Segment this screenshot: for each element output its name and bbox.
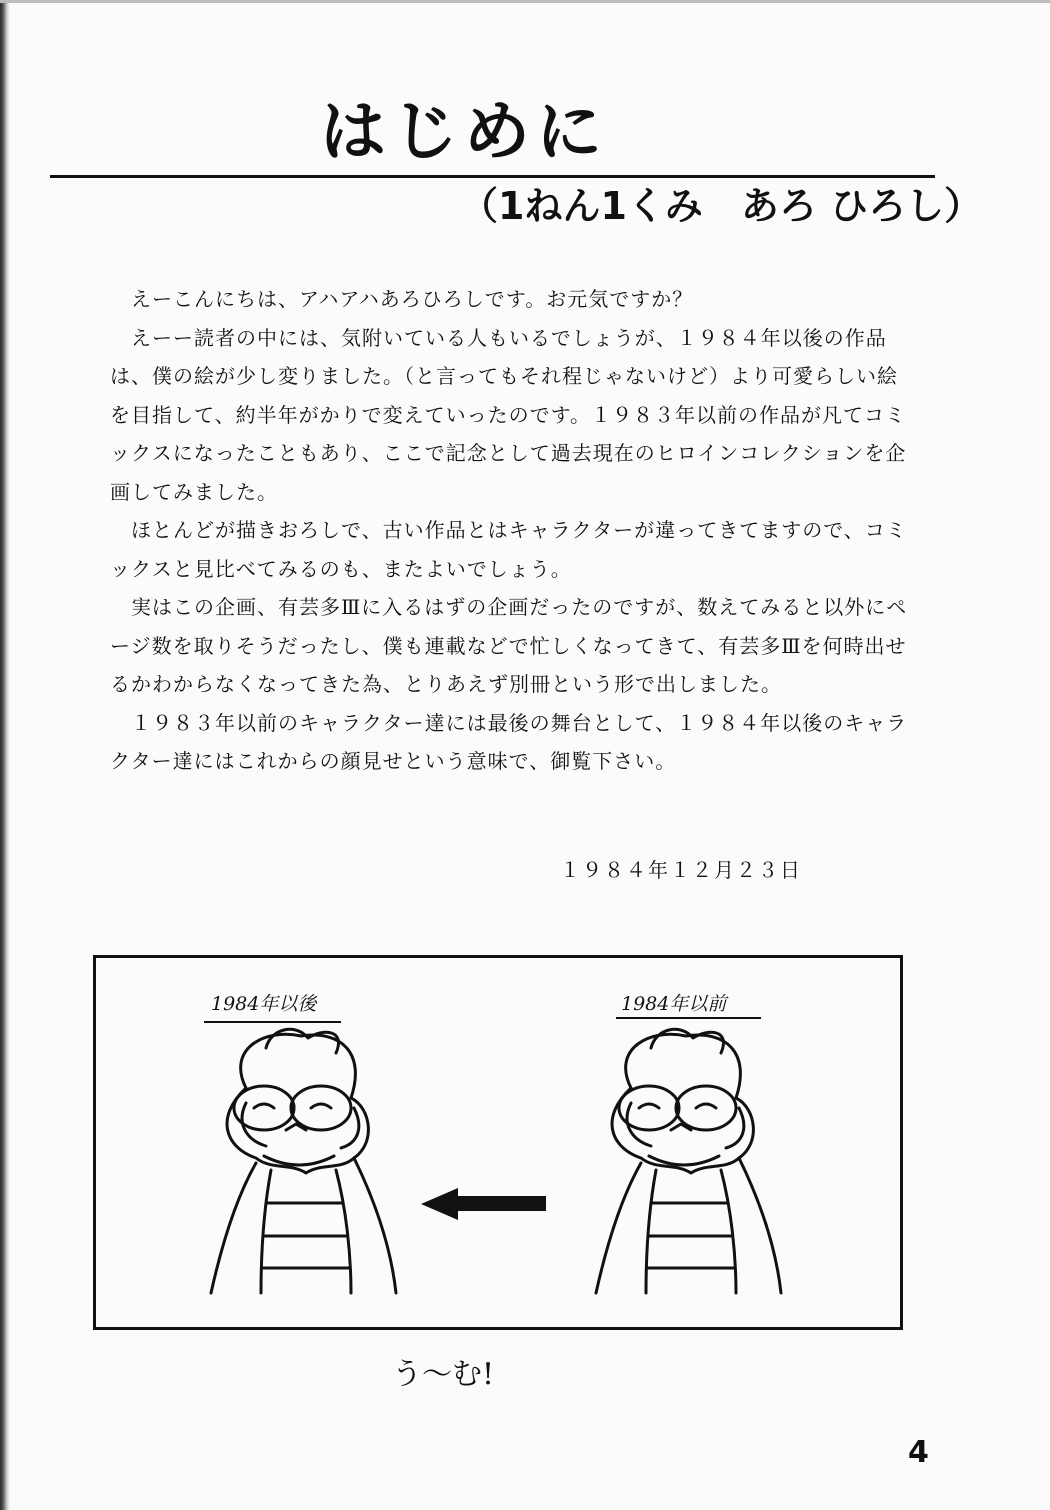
arrow-left-icon: [421, 1188, 546, 1220]
paragraph-4: 実はこの企画、有芸多Ⅲに入るはずの企画だったのですが、数えてみると以外にページ数を取りそうだったし、僕も連載などで忙しくなってきて、有芸多Ⅲを何時出せるかわからなくなってきた為、とりあえず別冊という形で出しました。: [110, 595, 908, 696]
character-before-1984: [596, 1029, 781, 1293]
illustration-caption: う〜む!: [392, 1357, 495, 1392]
paragraph-1: えーこんにちは、アハアハあろひろしです。お元気ですか？: [110, 287, 694, 311]
intro-text: [110, 280, 910, 781]
signature-date: １９８４年１２月２３日: [560, 858, 802, 882]
label-before-1984: 1984年以前: [621, 993, 727, 1015]
paragraph-3: ほとんどが描きおろしで、古い作品とはキャラクターが違ってきてますので、コミックスと見比べてみるのも、またよいでしょう。: [110, 518, 907, 581]
label-after-1984: 1984年以後: [211, 993, 317, 1015]
comparison-illustration-panel: [93, 955, 903, 1330]
page-number: 4: [908, 1435, 929, 1470]
paragraph-5: １９８３年以前のキャラクター達には最後の舞台として、１９８４年以後のキャラクター達にはこれからの顔見せという意味で、御覧下さい。: [110, 710, 908, 773]
paragraph-2: えーー読者の中には、気附いている人もいるでしょうが、１９８４年以後の作品は、僕の絵が少し変りました。（と言ってもそれ程じゃないけど）より可愛らしい絵を目指して、約半年がかりで変えていったのです。１９８３年以前の作品が凡てコミックスになったこともあり、ここで記念として過去現在のヒロインコレクションを企画してみました。: [110, 325, 907, 504]
page-title: はじめに: [320, 93, 608, 170]
author-subtitle: （1ねん1くみ あろ ひろし）: [460, 184, 983, 228]
page-binding-edge: [0, 0, 10, 1510]
character-after-1984: [211, 1029, 396, 1293]
page-top-edge: [0, 0, 1050, 3]
